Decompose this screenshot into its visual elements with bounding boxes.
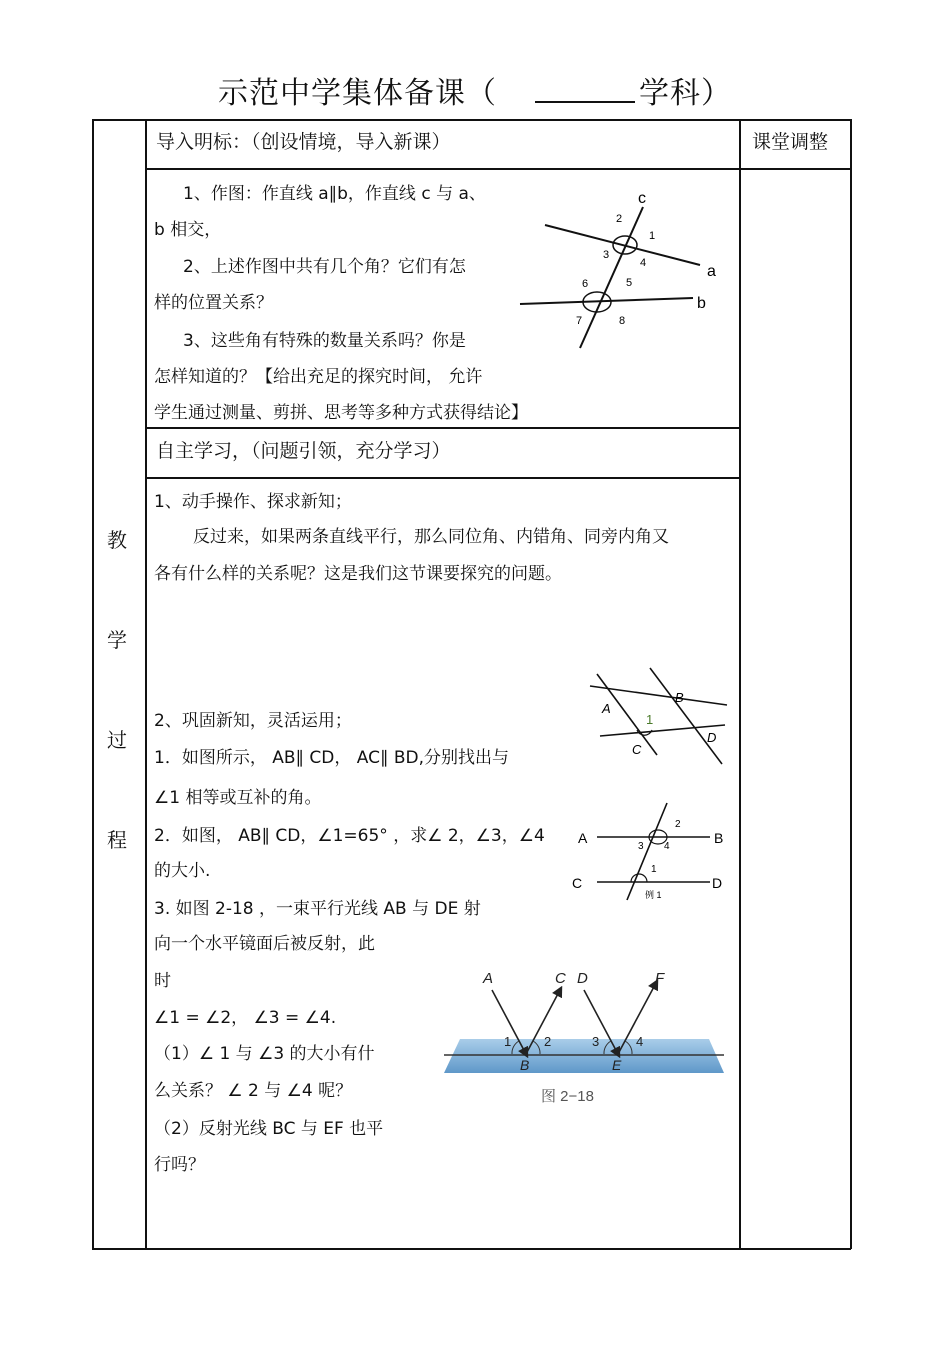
question-3: 么关系？ ∠ 2 与 ∠4 呢？: [154, 1081, 353, 1101]
figure-label: c: [638, 190, 646, 207]
intro-line: 怎样知道的？【给出充足的探究时间， 允许: [154, 367, 483, 387]
figure-label: A: [578, 830, 588, 846]
figure-label: 1: [651, 864, 657, 875]
figure-label: A: [602, 701, 611, 716]
question-3: 时: [154, 971, 171, 991]
intro-line: 学生通过测量、剪拼、思考等多种方式获得结论】: [154, 403, 528, 423]
figure-label: 4: [636, 1034, 644, 1049]
intro-header: 导入明标：（创设情境，导入新课）: [156, 131, 451, 153]
page-title: 示范中学集体备课（ 学科）: [218, 76, 732, 111]
figure-label: 1: [504, 1034, 512, 1049]
figure-label: 1: [646, 712, 654, 727]
figure-label: B: [714, 830, 724, 846]
study-text: 2、巩固新知，灵活运用；: [154, 711, 352, 731]
question-3: 行吗？: [154, 1155, 205, 1175]
figure-label: 6: [582, 278, 589, 290]
question-3: 向一个水平镜面后被反射，此: [154, 934, 375, 954]
figure-label: 1: [649, 230, 656, 242]
figure-label: 3: [592, 1034, 600, 1049]
question-2: 的大小.: [154, 861, 211, 881]
light-reflection-figure: [424, 933, 738, 1119]
question-3: （2）反射光线 BC 与 EF 也平: [154, 1119, 384, 1139]
figure-label: 2: [544, 1034, 552, 1049]
figure-label: F: [655, 970, 665, 987]
adjust-header: 课堂调整: [752, 131, 829, 153]
intro-line: 2、上述作图中共有几个角？它们有怎: [183, 257, 466, 277]
figure-label: b: [697, 295, 706, 312]
figure-label: 7: [576, 315, 583, 327]
question-3: 3. 如图 2-18 ，一束平行光线 AB 与 DE 射: [154, 899, 481, 919]
figure-label: C: [572, 875, 583, 891]
figure-label: B: [675, 690, 684, 705]
question-1: ∠1 相等或互补的角。: [154, 788, 322, 808]
figure-label: 2: [675, 819, 681, 830]
side-label-char: 教: [107, 528, 127, 552]
figure-label: D: [577, 970, 588, 987]
figure-label: a: [707, 263, 716, 280]
self-study-header: 自主学习，（问题引领，充分学习）: [156, 440, 451, 462]
question-1: 1．如图所示， AB∥ CD， AC∥ BD,分别找出与: [154, 748, 510, 768]
question-2: 2．如图， AB∥ CD，∠1=65° ，求∠ 2，∠3，∠4: [154, 826, 545, 846]
study-text: 1、动手操作、探求新知；: [154, 492, 352, 512]
figure-label: E: [612, 1057, 622, 1073]
intro-line: 3、这些角有特殊的数量关系吗？你是: [183, 331, 466, 351]
parallel-lines-figure: [515, 185, 730, 355]
figure-label: A: [483, 970, 494, 987]
parallelogram-figure: [582, 662, 734, 774]
question-3: ∠1 = ∠2， ∠3 = ∠4.: [154, 1008, 337, 1028]
figure-label: C: [555, 970, 566, 987]
side-label-char: 过: [107, 728, 127, 752]
intro-line: 样的位置关系？: [154, 293, 273, 313]
figure-label: 例 1: [645, 890, 662, 900]
side-label-char: 程: [107, 828, 127, 852]
figure-label: C: [632, 742, 642, 757]
figure-label: 8: [619, 315, 626, 327]
figure-label: 4: [664, 841, 670, 852]
question-3: （1）∠ 1 与 ∠3 的大小有什: [154, 1044, 375, 1064]
figure-label: 图 2−18: [541, 1088, 594, 1105]
figure-label: D: [712, 875, 723, 891]
study-text: 反过来，如果两条直线平行，那么同位角、内错角、同旁内角又: [193, 527, 669, 547]
figure-label: 5: [626, 277, 633, 289]
figure-label: B: [520, 1057, 530, 1073]
figure-label: 4: [640, 257, 647, 269]
example-1-figure: [570, 800, 730, 906]
figure-label: 3: [638, 841, 644, 852]
intro-line: 1、作图：作直线 a∥b，作直线 c 与 a、: [183, 184, 486, 204]
intro-line: b 相交，: [154, 220, 222, 240]
side-label-char: 学: [107, 628, 127, 652]
figure-label: 3: [603, 249, 610, 261]
subject-blank: [535, 75, 635, 103]
figure-label: 2: [616, 213, 623, 225]
figure-label: D: [707, 730, 717, 745]
study-text: 各有什么样的关系呢？这是我们这节课要探究的问题。: [154, 564, 562, 584]
